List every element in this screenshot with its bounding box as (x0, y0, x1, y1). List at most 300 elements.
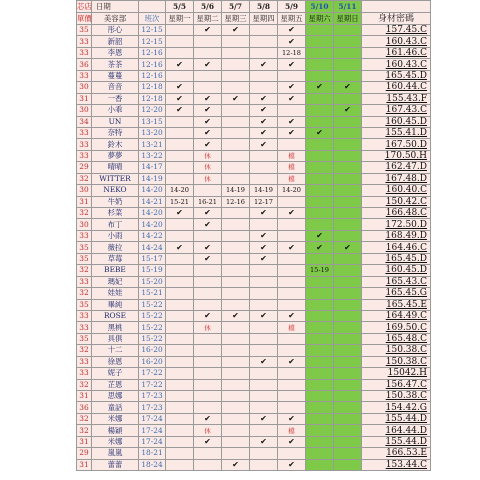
table-row (77, 105, 431, 116)
price-cell: 32 (77, 345, 92, 356)
day-cell-wed (222, 288, 250, 299)
day-cell-sun (334, 276, 362, 287)
body-code-cell: 164.49.C (362, 310, 431, 321)
shift-cell: 14-22 (139, 230, 166, 241)
stylist-name-cell: 瑪妃 (92, 276, 139, 287)
table-row (77, 173, 431, 184)
day-cell-fri: ✔ (278, 116, 306, 127)
day-cell-sat (306, 379, 334, 390)
stylist-name-cell: 嵐嵐 (92, 448, 139, 459)
day-cell-sat (306, 70, 334, 81)
schedule-sheet (76, 0, 427, 480)
shift-cell: 17-23 (139, 391, 166, 402)
body-code-cell: 150.42.C (362, 196, 431, 207)
shift-cell: 16-20 (139, 356, 166, 367)
day-cell-fri (278, 196, 306, 207)
day-cell-thu: ✔ (250, 93, 278, 104)
day-cell-sun (334, 368, 362, 379)
day-cell-mon (166, 402, 194, 413)
table-row (77, 265, 431, 276)
day-cell-tue: 休 (194, 150, 222, 161)
shift-cell: 15-22 (139, 333, 166, 344)
day-cell-fri: ✔ (278, 356, 306, 367)
weekday-tue: 星期二 (194, 13, 222, 25)
table-row (77, 379, 431, 390)
stylist-name-cell: 黑桃 (92, 322, 139, 333)
day-cell-tue (194, 265, 222, 276)
header-blank (139, 1, 166, 13)
shift-cell: 15-21 (139, 288, 166, 299)
price-cell: 36 (77, 59, 92, 70)
day-cell-fri (278, 139, 306, 150)
day-cell-sat (306, 345, 334, 356)
price-cell: 32 (77, 288, 92, 299)
body-code-cell: 15042.H (362, 368, 431, 379)
day-cell-wed: ✔ (222, 25, 250, 36)
shift-cell: 13-15 (139, 116, 166, 127)
day-cell-sat: ✔ (306, 230, 334, 241)
day-cell-wed (222, 70, 250, 81)
day-cell-mon (166, 391, 194, 402)
shift-cell: 17-24 (139, 436, 166, 447)
day-cell-mon (166, 127, 194, 138)
shift-cell: 12-20 (139, 105, 166, 116)
day-cell-tue: 休 (194, 322, 222, 333)
stylist-name-cell: 一香 (92, 93, 139, 104)
shift-cell: 16-20 (139, 345, 166, 356)
day-cell-thu: ✔ (250, 413, 278, 424)
body-code-cell: 160.40.C (362, 185, 431, 196)
price-cell: 32 (77, 173, 92, 184)
day-cell-sat (306, 276, 334, 287)
day-cell-thu: ✔ (250, 242, 278, 253)
day-cell-thu (250, 322, 278, 333)
date-tue: 5/6 (194, 1, 222, 13)
day-cell-thu (250, 379, 278, 390)
shift-cell: 15-19 (139, 265, 166, 276)
day-cell-tue: ✔ (194, 219, 222, 230)
day-cell-wed: ✔ (222, 459, 250, 470)
day-cell-thu (250, 345, 278, 356)
day-cell-fri: ✔ (278, 93, 306, 104)
day-cell-fri: 12-18 (278, 47, 306, 58)
day-cell-sat (306, 162, 334, 173)
day-cell-mon (166, 139, 194, 150)
price-cell: 33 (77, 310, 92, 321)
price-cell: 31 (77, 93, 92, 104)
day-cell-tue: ✔ (194, 208, 222, 219)
day-cell-mon (166, 265, 194, 276)
table-row (77, 219, 431, 230)
price-cell: 32 (77, 413, 92, 424)
day-cell-sat (306, 196, 334, 207)
price-cell: 35 (77, 333, 92, 344)
day-cell-tue (194, 402, 222, 413)
day-cell-sun (334, 185, 362, 196)
day-cell-wed (222, 265, 250, 276)
day-cell-fri: ✔ (278, 310, 306, 321)
date-thu: 5/8 (250, 1, 278, 13)
body-code-cell: 160.43.C (362, 59, 431, 70)
day-cell-wed (222, 242, 250, 253)
table-row (77, 139, 431, 150)
day-cell-fri: 檔 (278, 322, 306, 333)
body-code-cell: 165.43.C (362, 276, 431, 287)
price-cell: 32 (77, 208, 92, 219)
price-cell: 33 (77, 139, 92, 150)
day-cell-mon (166, 345, 194, 356)
day-cell-sun (334, 253, 362, 264)
body-code-cell: 150.38.C (362, 356, 431, 367)
body-code-cell: 167.48.D (362, 173, 431, 184)
day-cell-fri: 檔 (278, 162, 306, 173)
day-cell-tue (194, 36, 222, 47)
price-cell: 33 (77, 127, 92, 138)
day-cell-sun: ✔ (334, 242, 362, 253)
day-cell-fri: ✔ (278, 25, 306, 36)
day-cell-mon: 15-21 (166, 196, 194, 207)
day-cell-mon (166, 150, 194, 161)
price-cell: 35 (77, 253, 92, 264)
stylist-name-cell: 小乖 (92, 105, 139, 116)
day-cell-wed (222, 379, 250, 390)
day-cell-thu: ✔ (250, 436, 278, 447)
day-cell-sat (306, 93, 334, 104)
day-cell-mon: ✔ (166, 93, 194, 104)
day-cell-wed (222, 333, 250, 344)
day-cell-tue (194, 230, 222, 241)
day-cell-tue: 16-21 (194, 196, 222, 207)
table-row (77, 230, 431, 241)
table-row (77, 322, 431, 333)
header-row-dates (77, 1, 431, 13)
day-cell-sun (334, 116, 362, 127)
day-cell-thu (250, 368, 278, 379)
price-cell: 32 (77, 379, 92, 390)
day-cell-tue: ✔ (194, 436, 222, 447)
day-cell-fri (278, 105, 306, 116)
day-cell-fri (278, 70, 306, 81)
day-cell-wed: 14-19 (222, 185, 250, 196)
day-cell-wed (222, 139, 250, 150)
day-cell-sun (334, 70, 362, 81)
day-cell-sun (334, 288, 362, 299)
day-cell-wed: ✔ (222, 93, 250, 104)
day-cell-tue (194, 379, 222, 390)
price-cell: 31 (77, 459, 92, 470)
day-cell-thu (250, 459, 278, 470)
day-cell-fri (278, 265, 306, 276)
day-cell-mon (166, 322, 194, 333)
day-cell-fri: 14-20 (278, 185, 306, 196)
stylist-name-cell: 牛奶 (92, 196, 139, 207)
day-cell-wed (222, 82, 250, 93)
day-cell-sat: 15-19 (306, 265, 334, 276)
day-cell-fri (278, 253, 306, 264)
day-cell-tue: 休 (194, 162, 222, 173)
day-cell-tue: ✔ (194, 105, 222, 116)
day-cell-tue: ✔ (194, 139, 222, 150)
day-cell-sun (334, 36, 362, 47)
day-cell-thu: ✔ (250, 127, 278, 138)
price-cell: 33 (77, 230, 92, 241)
shift-cell: 15-22 (139, 299, 166, 310)
day-cell-sun (334, 59, 362, 70)
stylist-name-cell: 草莓 (92, 253, 139, 264)
stylist-name-cell: 李恩 (92, 47, 139, 58)
day-cell-sat (306, 36, 334, 47)
day-cell-sun (334, 310, 362, 321)
day-cell-sun: ✔ (334, 82, 362, 93)
schedule-table (76, 0, 431, 471)
day-cell-sun (334, 322, 362, 333)
day-cell-fri (278, 230, 306, 241)
day-cell-mon (166, 310, 194, 321)
body-code-cell: 165.45.E (362, 299, 431, 310)
day-cell-thu: ✔ (250, 116, 278, 127)
stylist-name-cell: 彤心 (92, 25, 139, 36)
table-row (77, 185, 431, 196)
header-blank-right (362, 1, 431, 13)
header-row-weekdays (77, 13, 431, 25)
day-cell-tue (194, 288, 222, 299)
day-cell-sun (334, 356, 362, 367)
body-code-cell: 172.50.D (362, 219, 431, 230)
stylist-name-cell: BEBE (92, 265, 139, 276)
day-cell-thu (250, 402, 278, 413)
day-cell-sun (334, 448, 362, 459)
table-row (77, 208, 431, 219)
day-cell-thu: ✔ (250, 230, 278, 241)
day-cell-tue (194, 70, 222, 81)
day-cell-thu: ✔ (250, 105, 278, 116)
day-cell-tue: ✔ (194, 253, 222, 264)
day-cell-sat (306, 391, 334, 402)
table-row (77, 425, 431, 436)
table-row (77, 448, 431, 459)
table-row (77, 36, 431, 47)
body-code-cell: 162.47.D (362, 162, 431, 173)
shift-cell: 15-22 (139, 310, 166, 321)
day-cell-thu: 14-19 (250, 185, 278, 196)
price-cell: 35 (77, 299, 92, 310)
day-cell-tue (194, 185, 222, 196)
day-cell-thu: ✔ (250, 310, 278, 321)
shift-cell: 14-20 (139, 185, 166, 196)
body-code-cell: 155.41.D (362, 127, 431, 138)
day-cell-tue: ✔ (194, 59, 222, 70)
day-cell-sun (334, 219, 362, 230)
table-row (77, 242, 431, 253)
shift-cell: 12-18 (139, 93, 166, 104)
day-cell-tue (194, 356, 222, 367)
price-cell: 33 (77, 70, 92, 81)
shift-cell: 15-20 (139, 276, 166, 287)
day-cell-wed (222, 448, 250, 459)
body-code-cell: 169.50.C (362, 322, 431, 333)
shift-cell: 14-21 (139, 196, 166, 207)
day-cell-sun (334, 402, 362, 413)
day-cell-wed (222, 219, 250, 230)
day-cell-thu: ✔ (250, 356, 278, 367)
day-cell-thu (250, 299, 278, 310)
shift-cell: 17-23 (139, 402, 166, 413)
day-cell-wed (222, 36, 250, 47)
day-cell-tue: ✔ (194, 93, 222, 104)
shift-cell: 17-24 (139, 425, 166, 436)
stylist-name-cell: 小雨 (92, 230, 139, 241)
day-cell-fri (278, 391, 306, 402)
day-cell-tue (194, 82, 222, 93)
price-cell: 30 (77, 105, 92, 116)
stylist-name-cell: 布丁 (92, 219, 139, 230)
stylist-name-cell: 童話 (92, 402, 139, 413)
body-code-cell: 165.45.G (362, 288, 431, 299)
day-cell-wed (222, 127, 250, 138)
table-row (77, 25, 431, 36)
shift-cell: 13-22 (139, 150, 166, 161)
day-cell-tue (194, 391, 222, 402)
day-cell-fri: 檔 (278, 173, 306, 184)
day-cell-sat (306, 310, 334, 321)
day-cell-mon (166, 379, 194, 390)
stylist-name-cell: 蔓蔓 (92, 70, 139, 81)
day-cell-sun (334, 196, 362, 207)
table-row (77, 253, 431, 264)
body-code-cell: 166.53.E (362, 448, 431, 459)
day-cell-fri: ✔ (278, 459, 306, 470)
day-cell-sun (334, 173, 362, 184)
day-cell-tue: ✔ (194, 310, 222, 321)
day-cell-mon (166, 219, 194, 230)
price-cell: 32 (77, 425, 92, 436)
stylist-name-cell: 米娜 (92, 413, 139, 424)
day-cell-wed (222, 116, 250, 127)
shift-cell: 12-16 (139, 70, 166, 81)
shift-cell: 14-19 (139, 173, 166, 184)
day-cell-mon: 14-20 (166, 185, 194, 196)
price-cell: 31 (77, 391, 92, 402)
day-cell-sat (306, 219, 334, 230)
day-cell-sat (306, 253, 334, 264)
stylist-name-cell: 音音 (92, 82, 139, 93)
day-cell-mon (166, 25, 194, 36)
weekday-mon: 星期一 (166, 13, 194, 25)
day-cell-thu: ✔ (250, 139, 278, 150)
stylist-name-cell: 芷恩 (92, 379, 139, 390)
day-cell-wed (222, 208, 250, 219)
day-cell-mon (166, 70, 194, 81)
day-cell-fri: ✔ (278, 436, 306, 447)
shift-cell: 14-17 (139, 162, 166, 173)
table-row (77, 288, 431, 299)
date-label: 日期 (92, 1, 139, 13)
shift-cell: 17-22 (139, 368, 166, 379)
day-cell-tue (194, 448, 222, 459)
body-code-cell: 165.45.D (362, 70, 431, 81)
day-cell-sun (334, 345, 362, 356)
day-cell-sun (334, 162, 362, 173)
day-cell-mon: ✔ (166, 242, 194, 253)
day-cell-sun (334, 436, 362, 447)
price-cell: 33 (77, 356, 92, 367)
day-cell-sat (306, 288, 334, 299)
body-code-cell: 150.38.C (362, 391, 431, 402)
body-code-cell: 165.45.D (362, 253, 431, 264)
day-cell-wed (222, 47, 250, 58)
day-cell-mon (166, 299, 194, 310)
body-code-cell: 160.45.D (362, 116, 431, 127)
day-cell-wed (222, 413, 250, 424)
price-cell: 29 (77, 162, 92, 173)
day-cell-wed (222, 322, 250, 333)
price-cell: 33 (77, 368, 92, 379)
stylist-name-cell: 思娜 (92, 391, 139, 402)
stylist-header: 美容部 (92, 13, 139, 25)
day-cell-thu (250, 150, 278, 161)
body-code-cell: 153.44.C (362, 459, 431, 470)
day-cell-wed (222, 253, 250, 264)
day-cell-fri: 檔 (278, 150, 306, 161)
day-cell-mon (166, 413, 194, 424)
day-cell-sat (306, 185, 334, 196)
body-code-cell: 164.44.D (362, 425, 431, 436)
stylist-name-cell: ROSE (92, 310, 139, 321)
price-cell: 33 (77, 322, 92, 333)
day-cell-sun (334, 379, 362, 390)
shift-cell: 15-17 (139, 253, 166, 264)
day-cell-wed (222, 356, 250, 367)
day-cell-sun (334, 230, 362, 241)
day-cell-thu (250, 82, 278, 93)
day-cell-tue: 休 (194, 173, 222, 184)
day-cell-sun (334, 265, 362, 276)
day-cell-thu (250, 162, 278, 173)
price-cell: 35 (77, 242, 92, 253)
day-cell-fri (278, 299, 306, 310)
table-row (77, 150, 431, 161)
date-mon: 5/5 (166, 1, 194, 13)
day-cell-sat (306, 333, 334, 344)
table-row (77, 345, 431, 356)
price-cell: 32 (77, 265, 92, 276)
day-cell-wed: ✔ (222, 310, 250, 321)
day-cell-mon (166, 459, 194, 470)
stylist-name-cell: 蕾蕾 (92, 459, 139, 470)
day-cell-sat (306, 150, 334, 161)
day-cell-sat (306, 459, 334, 470)
day-cell-sat (306, 139, 334, 150)
stylist-name-cell: 畢純 (92, 299, 139, 310)
stylist-name-cell: 娃娃 (92, 288, 139, 299)
day-cell-mon: ✔ (166, 208, 194, 219)
day-cell-sat (306, 47, 334, 58)
body-code-cell: 156.47.C (362, 379, 431, 390)
day-cell-tue (194, 333, 222, 344)
day-cell-mon (166, 448, 194, 459)
day-cell-sat (306, 59, 334, 70)
price-cell: 36 (77, 402, 92, 413)
body-code-cell: 160.43.C (362, 36, 431, 47)
price-cell: 30 (77, 219, 92, 230)
price-cell: 33 (77, 47, 92, 58)
table-row (77, 402, 431, 413)
day-cell-mon (166, 230, 194, 241)
day-cell-wed (222, 345, 250, 356)
table-row (77, 299, 431, 310)
stylist-name-cell: 鈴木 (92, 139, 139, 150)
stylist-name-cell: NEKO (92, 185, 139, 196)
